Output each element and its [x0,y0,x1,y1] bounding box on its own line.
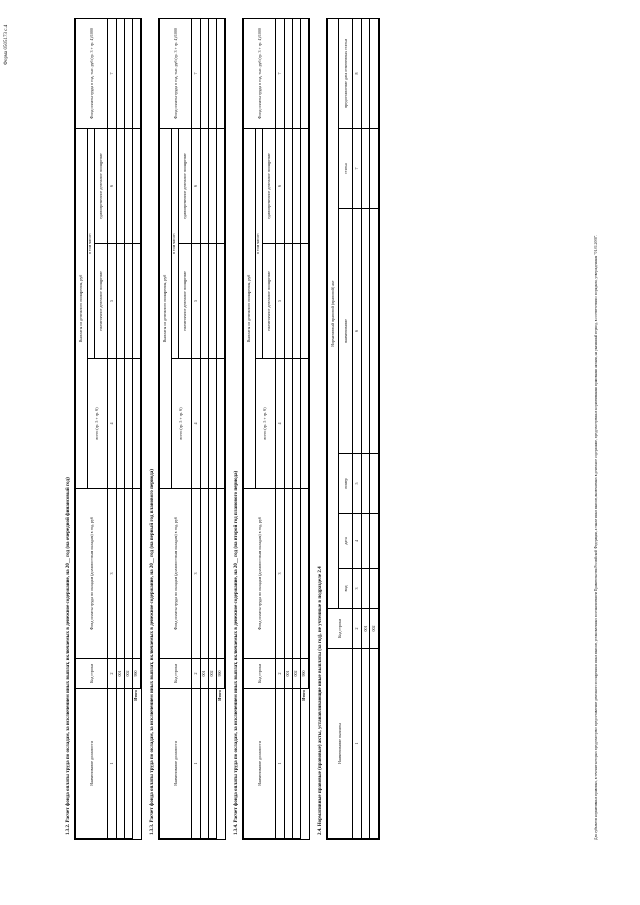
header-line-code: Код строки [160,659,192,689]
cell[interactable] [216,359,224,489]
line-code-cell: 002 [292,659,300,689]
cell[interactable] [132,129,140,244]
cell[interactable] [284,244,292,359]
cell[interactable] [116,129,124,244]
col-number: 3 [192,489,200,659]
cell[interactable] [132,244,140,359]
cell[interactable] [200,129,208,244]
header-article: статья [338,129,353,209]
cell[interactable] [116,244,124,359]
table-row [361,18,370,838]
header-date: дата [338,514,353,569]
itogo-label: Итого [133,690,139,701]
header-fund-total: Фонд оплаты труда в год, тыс. руб (гр. 3 + гр. 4)/1000 [76,19,108,129]
cell[interactable] [132,489,140,659]
col-number: 2 [276,659,284,689]
cell[interactable] [124,359,132,489]
header-position: Наименование должности [160,689,192,839]
col-number: 6 [192,129,200,244]
cell[interactable] [284,129,292,244]
col-number: 6 [276,129,284,244]
itogo-row [132,19,140,839]
cell[interactable] [370,209,379,454]
cell[interactable] [124,129,132,244]
header-reason: предоставление дата отмененных статьи [338,18,353,128]
header-fund-total: Фонд оплаты труда в год, тыс. руб (гр. 3 + гр. 4)/1000 [160,19,192,129]
col-number: 5 [192,244,200,359]
cell[interactable] [361,649,370,839]
cell[interactable] [292,129,300,244]
itogo-code: 990 [132,659,140,689]
col-number: 3 [108,489,116,659]
table-row [208,19,216,839]
cell[interactable] [116,489,124,659]
col-number: 1 [276,689,284,839]
cell[interactable] [361,18,370,128]
col-number: 5 [353,454,362,514]
col-number: 7 [353,129,362,209]
line-code-cell: 001 [284,659,292,689]
col-number: 5 [276,244,284,359]
cell[interactable] [124,244,132,359]
itogo-code: 990 [300,659,308,689]
cell[interactable] [361,129,370,209]
section-2-4-table [326,18,380,840]
itogo-row [300,19,308,839]
header-in-that-number: в том числе: [255,129,262,359]
section-1-3-3-table [158,18,226,840]
header-in-that-number: в том числе: [87,129,94,359]
header-extra: единовременное денежное поощрение [94,129,108,244]
col-number: 4 [192,359,200,489]
cell[interactable] [124,19,132,129]
table-row [370,18,379,838]
header-payments-group: Выплаты из денежного поощрения, руб [76,129,88,489]
header-extra: единовременное денежное поощрение [178,129,192,244]
col-number: 6 [108,129,116,244]
section-1-3-2-caption: 1.3.2. Расчет фонда оплаты труда по окладам, за исключением иных выплат, включаемых в денежное содержание, на 20__ год (на очередной финансовый год) [66,477,71,835]
col-number: 1 [108,689,116,839]
footnote: Для субъектов нормативных правовых, в течение которых предусмотрено предоставление денежного поощрения и иных выплат, установленных постановлением Правительства Российской Федерации, а также иных выплат, включаемых в денежное содержание, предусмотренных нормативными правовыми актами, на указанный период, в соответствии с порядком, утвержденным "01.01.2008". [594,234,598,840]
table-row [284,19,292,839]
itogo-label: Итого [217,690,223,701]
cell[interactable] [124,489,132,659]
col-number: 4 [108,359,116,489]
table-row [116,19,124,839]
header-fund-base: Фонд оплаты труда по окладам (должностным окладам) в год, руб [244,489,276,659]
cell[interactable] [200,489,208,659]
cell[interactable] [292,359,300,489]
cell[interactable] [216,244,224,359]
cell[interactable] [361,209,370,454]
line-code-cell: 001 [200,659,208,689]
col-number: 4 [276,359,284,489]
cell[interactable] [300,129,308,244]
cell[interactable] [116,689,124,839]
cell[interactable] [300,359,308,489]
col-number: 7 [108,19,116,129]
header-monthly: ежемесячное денежное поощрение [94,244,108,359]
cell[interactable] [370,569,379,609]
itogo-code: 990 [216,659,224,689]
col-number: 1 [353,649,362,839]
cell[interactable] [216,19,224,129]
cell[interactable] [292,689,300,839]
cell[interactable] [208,244,216,359]
col-number: 3 [353,569,362,609]
line-code-cell: 001 [116,659,124,689]
itogo-row [216,19,224,839]
col-number: 7 [276,19,284,129]
cell[interactable] [116,359,124,489]
cell[interactable] [370,649,379,839]
col-number: 2 [108,659,116,689]
table-row [200,19,208,839]
section-1-3-4-caption: 1.3.4. Расчет фонда оплаты труда по окладам, за исключением иных выплат, включаемых в денежное содержание, на 20__ год (на второй год планового периода) [234,470,239,835]
header-position: Наименование должности [76,689,108,839]
header-fund-total: Фонд оплаты труда в год, тыс. руб (гр. 3 + гр. 4)/1000 [244,19,276,129]
header-total: всего (гр. 5 + гр. 6) [171,359,192,489]
cell[interactable] [116,19,124,129]
form-code: Форма 0505173 с.4 [4,24,9,65]
cell[interactable] [216,129,224,244]
cell[interactable] [361,514,370,569]
cell[interactable] [284,359,292,489]
header-act-group: Нормативный правовой (правовой) акт [328,18,339,608]
cell[interactable] [300,244,308,359]
cell[interactable] [284,489,292,659]
line-code-cell: 001 [361,609,370,649]
header-payments-group: Выплаты из денежного поощрения, руб [160,129,172,489]
col-number: 3 [276,489,284,659]
line-code-cell: 002 [124,659,132,689]
col-number: 6 [353,209,362,454]
header-title: наименование [338,209,353,454]
cell[interactable] [370,514,379,569]
header-total: всего (гр. 5 + гр. 6) [87,359,108,489]
cell[interactable] [216,489,224,659]
header-fund-base: Фонд оплаты труда по окладам (должностным окладам) в год, руб [160,489,192,659]
cell[interactable] [200,244,208,359]
cell[interactable] [132,359,140,489]
cell[interactable] [361,569,370,609]
cell[interactable] [292,19,300,129]
cell[interactable] [208,689,216,839]
header-line-code: Код строки [244,659,276,689]
line-code-cell: 002 [370,609,379,649]
col-number: 4 [353,514,362,569]
cell[interactable] [208,19,216,129]
cell[interactable] [200,689,208,839]
col-number: 7 [192,19,200,129]
cell[interactable] [208,359,216,489]
cell[interactable] [292,244,300,359]
section-2-4-caption: 2.4. Нормативные правовые (правовые) акты, устанавливающие иные выплаты (за год), не учтенные в подразделе 2.4 [318,566,323,835]
header-fund-base: Фонд оплаты труда по окладам (должностным окладам) в год, руб [76,489,108,659]
header-monthly: ежемесячное денежное поощрение [262,244,276,359]
header-total: всего (гр. 5 + гр. 6) [255,359,276,489]
cell[interactable] [292,489,300,659]
table-row [292,19,300,839]
cell[interactable] [208,129,216,244]
cell[interactable] [370,129,379,209]
line-code-cell: 002 [208,659,216,689]
header-extra: единовременное денежное поощрение [262,129,276,244]
cell[interactable] [200,19,208,129]
col-number: 1 [192,689,200,839]
itogo-label: Итого [301,690,307,701]
header-monthly: ежемесячное денежное поощрение [178,244,192,359]
cell[interactable] [124,689,132,839]
col-number: 8 [353,18,362,128]
cell[interactable] [300,19,308,129]
cell[interactable] [284,689,292,839]
header-type: вид [338,569,353,609]
col-number: 2 [353,609,362,649]
section-1-3-3-caption: 1.3.3. Расчет фонда оплаты труда по окладам, за исключением иных выплат, включаемых в денежное содержание, на 20__ год (на первый год планового периода) [150,469,155,835]
col-number: 5 [108,244,116,359]
section-1-3-2-table [74,18,142,840]
cell[interactable] [361,454,370,514]
header-line-code: Код строки [76,659,108,689]
header-line-code: Код строки [328,609,353,649]
cell[interactable] [300,489,308,659]
header-position: Наименование должности [244,689,276,839]
cell[interactable] [132,19,140,129]
header-payments-group: Выплаты из денежного поощрения, руб [244,129,256,489]
col-number: 2 [192,659,200,689]
cell[interactable] [208,489,216,659]
header-number: номер [338,454,353,514]
section-1-3-4-table [242,18,310,840]
cell[interactable] [200,359,208,489]
header-name: Наименование выплаты [328,649,353,839]
cell[interactable] [284,19,292,129]
cell[interactable] [370,454,379,514]
cell[interactable] [370,18,379,128]
table-row [124,19,132,839]
header-in-that-number: в том числе: [171,129,178,359]
